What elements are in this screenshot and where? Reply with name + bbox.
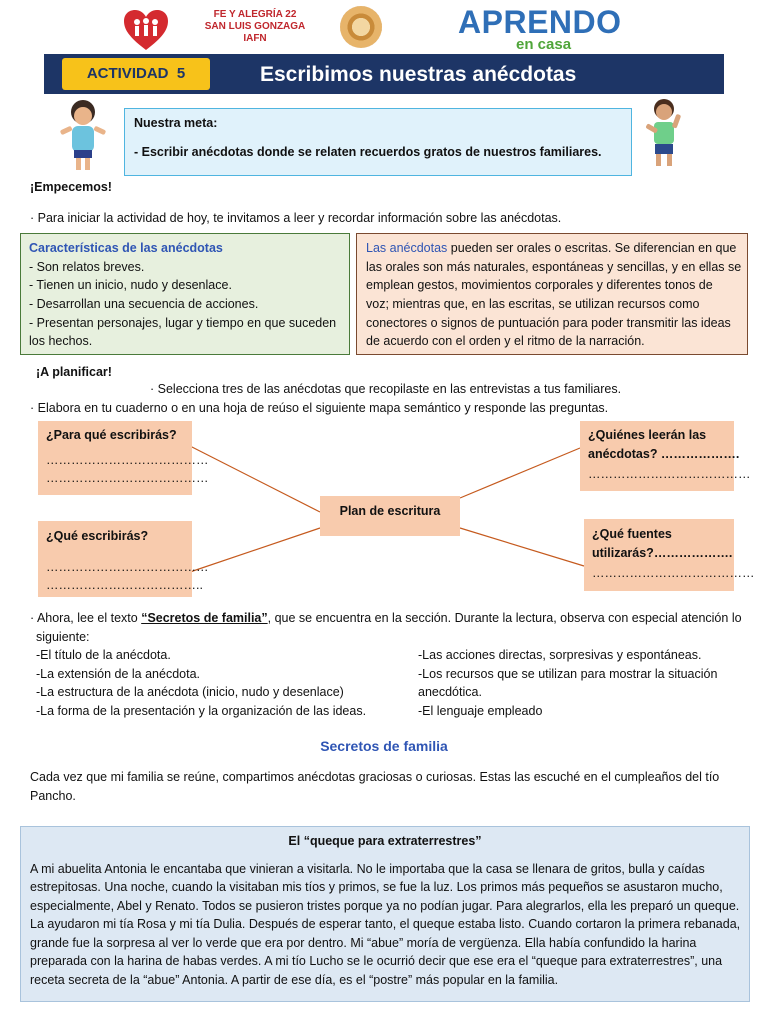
story-line: especialmente, Abel y Renato. Todos se pusieron tristes porque ya no podían jugar. Para alegrarlos, ella les preparó un queque. — [30, 899, 740, 913]
characteristics-item: - Presentan personajes, lugar y tiempo en que suceden — [29, 316, 337, 330]
characteristics-item: - Desarrollan una secuencia de acciones. — [29, 297, 259, 311]
characteristics-item: - Son relatos breves. — [29, 260, 145, 274]
reading-left-item: -La estructura de la anécdota (inicio, nudo y desenlace) — [36, 685, 344, 699]
plan-step-2: · Elabora en tu cuaderno o en una hoja de reúso el siguiente mapa semántico y responde las preguntas. — [30, 401, 609, 415]
story-section-title: Secretos de familia — [320, 738, 448, 754]
characteristics-title: Características de las anécdotas — [29, 241, 223, 255]
aprendo-en-casa-logo: APRENDO en casa — [458, 4, 622, 53]
definition-line: conectores o signos de puntuación para poder transmitir las ideas — [366, 316, 731, 330]
story-line: grande fue la sorpresa al ver lo verde que era por dentro. Mi “abue” moría de vergüenza. Ella había confundido la harina — [30, 936, 697, 950]
reading-right-item: -Las acciones directas, sorpresivas y espontáneas. — [418, 648, 702, 662]
story-intro-line: Pancho. — [30, 789, 76, 803]
definition-highlight: Las anécdotas — [366, 241, 448, 255]
goal-text: - Escribir anécdotas donde se relaten recuerdos gratos de nuestros familiares. — [134, 145, 602, 159]
story-line: estrepitosas. Una noche, cuando la visitaban mis tíos y primos, se fue la luz. Los primos más pequeños se asustaron mucho, — [30, 880, 723, 894]
reading-right-item: anecdótica. — [418, 685, 482, 699]
plan-heading: ¡A planificar! — [36, 365, 112, 379]
start-intro: · Para iniciar la actividad de hoy, te invitamos a leer y recordar información sobre las anécdotas. — [30, 211, 562, 225]
story-line: preparada con la harina de habas verdes. A mi tío Lucho se le ocurrió decir que ese era el “queque para extraterrestres”, una — [30, 954, 723, 968]
school-name: FE Y ALEGRÍA 22 SAN LUIS GONZAGA IAFN — [204, 9, 306, 44]
goal-heading: Nuestra meta: — [134, 116, 218, 130]
map-box-audience: ¿Quiénes leerán las anécdotas? ………………. ………………………………… — [580, 421, 734, 491]
map-center: Plan de escritura — [320, 496, 460, 536]
definition-line: emplean gestos, movimientos corporales y diferentes tonos de — [366, 278, 713, 292]
reading-text-title: “Secretos de familia” — [141, 611, 268, 625]
reading-left-item: -La extensión de la anécdota. — [36, 667, 201, 681]
reading-instruction-line2: siguiente: — [36, 630, 90, 644]
activity-badge: ACTIVIDAD 5 — [62, 58, 210, 90]
reading-instruction: · Ahora, lee el texto “Secretos de familia”, que se encuentra en la sección. Durante la lectura, observa con especial atención lo — [30, 611, 742, 625]
definition-line: voz; mientras que, en las escritas, se utilizan recursos como — [366, 297, 700, 311]
start-heading: ¡Empecemos! — [30, 180, 112, 194]
map-box-sources: ¿Qué fuentes utilizarás?………………. ………………………………… — [584, 519, 734, 591]
story-box — [20, 826, 750, 1002]
definition-line: de acuerdo con el orden y el ritmo de la narración. — [366, 334, 645, 348]
map-box-purpose: ¿Para qué escribirás? ………………………………… ………………………………… — [38, 421, 192, 495]
page-title: Escribimos nuestras anécdotas — [260, 63, 577, 86]
reading-left-item: -La forma de la presentación y la organización de las ideas. — [36, 704, 367, 718]
definition-line: Las anécdotas pueden ser orales o escritas. Se diferencian en que — [366, 241, 737, 255]
story-line: receta secreta de la “abue” Antonia. A partir de ese día, es el “postre” más popular en la familia. — [30, 973, 559, 987]
definition-line: las orales son más naturales, espontáneas y sencillas, y en ellas se — [366, 260, 742, 274]
characteristics-item: los hechos. — [29, 334, 93, 348]
reading-right-item: -Los recursos que se utilizan para mostrar la situación — [418, 667, 718, 681]
story-intro-line: Cada vez que mi familia se reúne, compartimos anécdotas graciosas o curiosas. Estas las escuché en el cumpleaños del tío — [30, 770, 720, 784]
reading-right-item: -El lenguaje empleado — [418, 704, 543, 718]
reading-left-item: -El título de la anécdota. — [36, 648, 171, 662]
story-box-title: El “queque para extraterrestres” — [288, 834, 482, 848]
plan-step-1: · Selecciona tres de las anécdotas que recopilaste en las entrevistas a tus familiares. — [150, 382, 622, 396]
map-box-content: ¿Qué escribirás? ………………………………… ……………………………….. — [38, 521, 192, 597]
characteristics-item: - Tienen un inicio, nudo y desenlace. — [29, 278, 232, 292]
story-line: La ayudaron mi tía Rosa y mi tía Dulia. Después de esperar tanto, el queque estaba listo. Cuando cortaron la primera rebanada, — [30, 917, 741, 931]
story-line: A mi abuelita Antonia le encantaba que vinieran a visitarla. No le importaba que la casa se llenara de gritos, bulla y caídas — [30, 862, 705, 876]
